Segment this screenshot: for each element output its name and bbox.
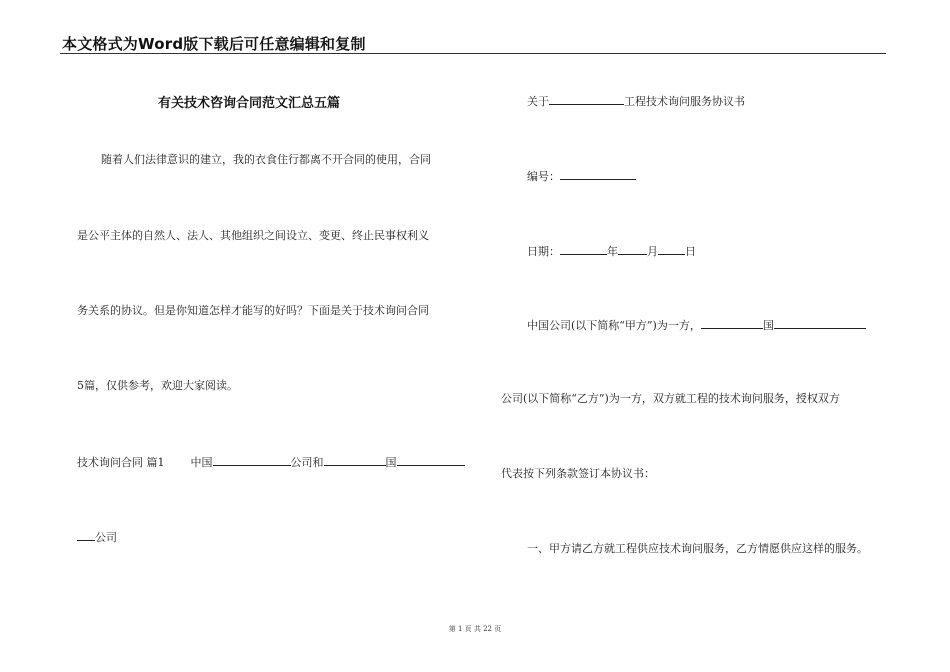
company-line [77,529,117,545]
company-text: 公司 [95,531,117,544]
country-text: 国 [385,456,397,469]
party-a-line [527,317,866,333]
party-b-name-blank [774,317,866,329]
company-prefix-blank [77,529,95,541]
representatives-line: 代表按下列条款签订本协议书： [501,467,655,480]
clause-1-line: 一、甲方请乙方就工程供应技术询问服务，乙方情愿供应这样的服务。 [527,542,868,555]
number-label: 编号： [527,170,560,183]
day-text: 日 [685,245,696,258]
year-text: 年 [607,245,618,258]
month-text: 月 [647,245,658,258]
date-label: 日期： [527,245,560,258]
contract-label: 技术询问合同 篇1 [77,456,165,469]
about-prefix: 关于 [527,95,549,108]
party-b-country-blank [701,317,763,329]
foreign-company-blank [397,454,465,466]
agreement-title-line [527,93,745,109]
paragraph-line-2: 是公平主体的自然人、法人、其他组织之间设立、变更、终止民事权利义 [77,229,429,242]
month-blank [618,243,647,255]
year-blank [560,243,607,255]
date-line [527,243,696,259]
party-a-text: 中国公司(以下简称“甲方”)为一方， [527,319,701,332]
document-header: 本文格式为Word版下载后可任意编辑和复制 [62,35,366,53]
paragraph-line-3: 务关系的协议。但是你知道怎样才能写的好吗？下面是关于技术询问合同 [77,304,429,317]
header-divider [60,53,886,54]
company-name-blank [213,454,291,466]
page-title: 有关技术咨询合同范文汇总五篇 [158,96,341,111]
paragraph-line-1: 随着人们法律意识的建立，我的衣食住行都离不开合同的使用，合同 [101,153,431,166]
party-a-country-text: 国 [762,319,774,332]
paragraph-line-4: 5篇，仅供参考，欢迎大家阅读。 [77,379,238,392]
company-and-text: 公司和 [290,456,324,469]
project-name-blank [549,93,624,105]
agreement-title: 工程技术询问服务协议书 [624,95,745,108]
day-blank [658,243,685,255]
party-b-line: 公司(以下简称“乙方”)为一方，双方就工程的技术询问服务，授权双方 [501,392,840,405]
page-number: 第 1 页 共 22 页 [448,625,502,633]
number-blank [560,168,636,180]
country-name-blank [324,454,386,466]
number-line [527,168,636,184]
contract-line [77,454,465,470]
china-text: 中国 [190,456,213,469]
